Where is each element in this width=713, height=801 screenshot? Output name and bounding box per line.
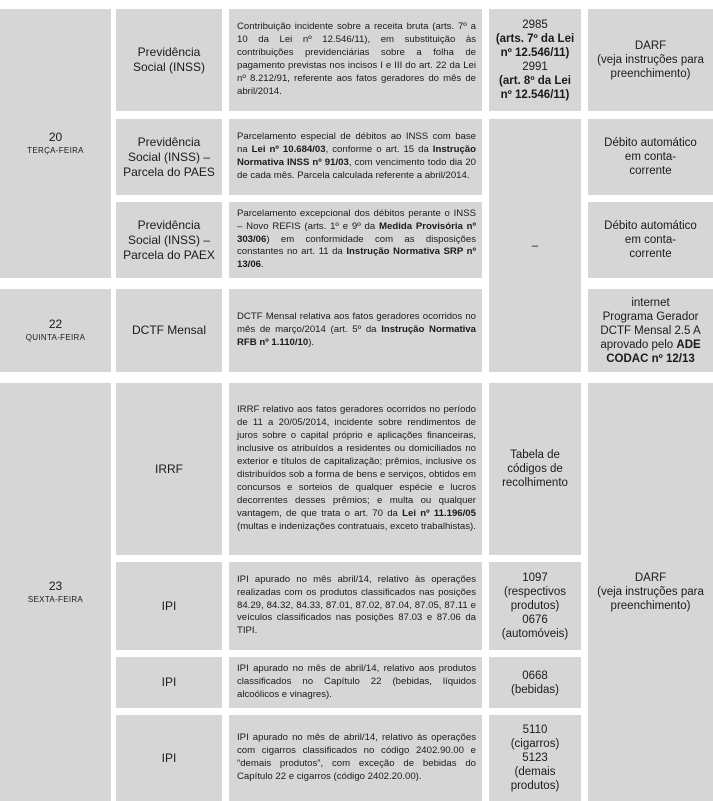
code-cell: 2985 (arts. 7º da Lei nº 12.546/11) 2991 (art. 8º da Lei nº 12.546/11) (489, 9, 581, 111)
method-cell: internet Programa Gerador DCTF Mensal 2.5 A aprovado pelo ADE CODAC nº 12/13 (588, 289, 713, 372)
description-text: Parcelamento especial de débitos ao INSS com base na Lei nº 10.684/03, conforme o art. 15 da Instrução Normativa INSS nº 91/03, com vencimento todo dia 20 de cada mês. Parcela calculada referente a abril/2014. (237, 131, 477, 181)
org-cell: Previdência Social (INSS) – Parcela do PAEX (116, 202, 222, 278)
date-weekday: SEXTA-FEIRA (27, 594, 84, 604)
method-cell: Débito automático em conta-corrente (588, 202, 713, 278)
date-day: 22 (48, 317, 63, 331)
date-cell-20 (0, 9, 111, 278)
description-cell (229, 383, 482, 555)
description-text: IPI apurado no mês de abril/14, relativo às operações com cigarros classificados no código 2402.90.00 e “demais produtos”, com exceção de bebidas do Capítulo 22 e cigarros (código 2402.20.00). (237, 732, 476, 782)
description-text: DCTF Mensal relativa aos fatos geradores ocorridos no mês de março/2014 (art. 5º da Instrução Normativa RFB nº 1.110/10). (237, 311, 476, 348)
method-cell: DARF (veja instruções para preenchimento) (588, 383, 713, 801)
org-cell: IPI (116, 562, 222, 650)
description-text: IPI apurado no mês abril/14, relativo às operações realizadas com os produtos classificados nas posições 84.29, 84.32, 84.33, 87.01, 87.02, 87.04, 87.05, 87.11 e veículos classificados nas posições 87.03 e 87.06 da TIPI. (237, 573, 476, 637)
code-cell: – (489, 119, 581, 372)
description-cell (229, 119, 482, 195)
date-cell-23 (0, 383, 111, 801)
description-cell (229, 289, 482, 372)
approval-line: aprovado pelo ADE CODAC nº 12/13 (600, 338, 701, 365)
org-cell: Previdência Social (INSS) (116, 9, 222, 111)
date-cell-22 (0, 289, 111, 372)
method-cell: Débito automático em conta-corrente (588, 119, 713, 195)
description-text: IRRF relativo aos fatos geradores ocorridos no período de 11 a 20/05/2014, incidente sobre rendimentos de juros sobre o capital próprio e aplicações financeiras, inclusive os atribuídos a residentes ou domiciliados no exterior e títulos de capitalização; prêmios, inclusive os distribuídos sob a forma de bens e serviços, obtidos em concursos e sorteios de qualquer espécie e lucros decorrentes desses prêmios; e multa ou qualquer vantagem, de que trata o art. 70 da Lei nº 11.196/05 (multas e indenizações contratuais, exceto trabalhistas). (237, 404, 476, 532)
description-cell (229, 202, 482, 278)
date-day: 23 (48, 578, 63, 593)
description-cell (229, 657, 482, 708)
org-cell: IPI (116, 657, 222, 708)
code-cell: 0668 (bebidas) (489, 657, 581, 708)
description-text: Contribuição incidente sobre a receita bruta (arts. 7º a 10 da Lei nº 12.546/11), em substituição às contribuições previdenciárias sobre a folha de pagamento previstas nos incisos I e III do art. 22 da Lei nº 8.212/91, referente aos fatos geradores do mês de abril/2014. (237, 21, 476, 97)
org-cell: IRRF (116, 383, 222, 555)
date-weekday: QUINTA-FEIRA (25, 333, 86, 342)
org-cell: DCTF Mensal (116, 289, 222, 372)
org-cell: IPI (116, 715, 222, 801)
org-cell: Previdência Social (INSS) – Parcela do PAES (116, 119, 222, 195)
method-cell: DARF (veja instruções para preenchimento) (588, 9, 713, 111)
description-cell (229, 562, 482, 650)
description-text: Parcelamento excepcional dos débitos perante o INSS – Novo REFIS (arts. 1º e 9º da Medida Provisória nº 303/06) em conformidade com as disposições constantes no art. 11 da Instrução Normativa SRP nº 13/06. (237, 207, 477, 271)
date-weekday: TERÇA-FEIRA (27, 146, 84, 155)
code-cell: Tabela de códigos de recolhimento (489, 383, 581, 555)
date-day: 20 (48, 130, 63, 144)
description-cell (229, 715, 482, 801)
description-text: IPI apurado no mês de abril/14, relativo aos produtos classificados no Capítulo 22 (bebidas, líquidos alcoólicos e vinagres). (237, 663, 476, 700)
code-cell: 1097 (respectivos produtos) 0676 (automóveis) (489, 562, 581, 650)
description-cell (229, 9, 482, 111)
code-cell: 5110 (cigarros) 5123 (demais produtos) (489, 715, 581, 801)
